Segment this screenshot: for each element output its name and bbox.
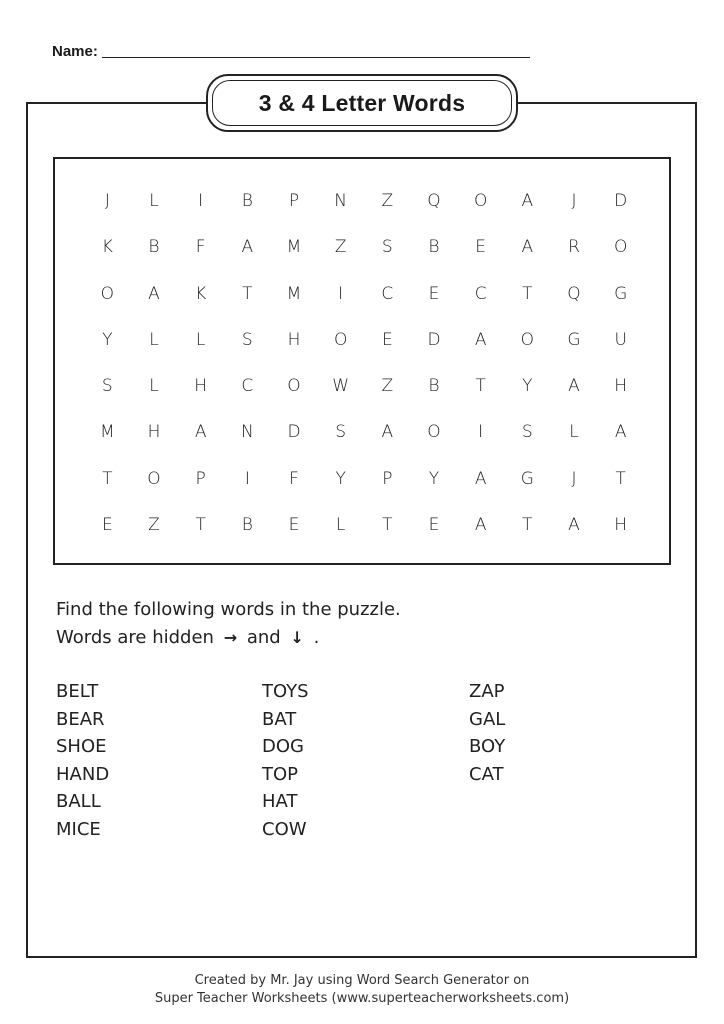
grid-letter[interactable]: T <box>615 468 626 489</box>
instructions <box>56 596 401 652</box>
grid-letter[interactable]: B <box>148 237 160 258</box>
arrow-down-icon: ↓ <box>290 628 304 647</box>
grid-letter[interactable]: S <box>521 422 533 443</box>
grid-letter[interactable]: N <box>334 191 348 212</box>
grid-letter[interactable]: A <box>474 468 487 489</box>
grid-letter[interactable]: G <box>567 329 581 350</box>
word-list-item: COW <box>262 818 307 840</box>
word-list-item: BOY <box>469 736 506 757</box>
word-list-item: CAT <box>469 763 504 785</box>
grid-letter[interactable]: Z <box>334 237 347 258</box>
grid-letter[interactable]: C <box>474 283 487 304</box>
grid-letter[interactable]: O <box>473 191 488 212</box>
grid-letter[interactable]: M <box>99 422 115 443</box>
grid-letter[interactable]: O <box>147 468 161 489</box>
grid-letter[interactable]: B <box>241 191 253 212</box>
grid-letter[interactable]: M <box>286 283 302 304</box>
word-list-item: TOYS <box>262 681 309 702</box>
grid-letter[interactable]: A <box>568 376 580 397</box>
word-list-item: SHOE <box>56 736 107 757</box>
grid-letter[interactable]: B <box>428 237 440 258</box>
word-list-column-2 <box>262 678 469 843</box>
grid-letter[interactable]: J <box>571 468 577 489</box>
word-list-item: MICE <box>56 818 101 840</box>
grid-letter[interactable]: D <box>287 422 301 443</box>
page-title: 3 & 4 Letter Words <box>258 89 466 116</box>
grid-letter[interactable]: I <box>338 283 344 304</box>
grid-letter[interactable]: P <box>195 468 206 489</box>
grid-letter[interactable]: R <box>568 237 580 258</box>
grid-letter[interactable]: I <box>244 468 250 489</box>
grid-letter[interactable]: D <box>427 329 441 350</box>
word-list-item: GAL <box>469 708 506 730</box>
grid-letter[interactable]: T <box>522 283 533 304</box>
grid-letter[interactable]: F <box>195 237 206 258</box>
grid-letter[interactable]: L <box>149 191 159 212</box>
grid-letter[interactable]: A <box>148 283 160 304</box>
grid-letter[interactable]: G <box>520 468 534 489</box>
grid-letter[interactable]: P <box>288 191 300 212</box>
grid-letter[interactable]: I <box>478 422 484 443</box>
instructions-line-2 <box>56 624 401 652</box>
grid-letter[interactable]: D <box>614 191 628 212</box>
grid-letter[interactable]: Z <box>148 514 160 535</box>
grid-letter[interactable]: Y <box>522 376 533 397</box>
grid-letter[interactable]: E <box>288 514 300 535</box>
grid-letter[interactable]: S <box>241 329 253 350</box>
grid-letter[interactable]: T <box>195 514 206 535</box>
grid-letter[interactable]: A <box>474 329 487 350</box>
grid-letter[interactable]: U <box>614 329 627 350</box>
instructions-line-1: Find the following words in the puzzle. <box>56 599 401 620</box>
grid-letter[interactable]: L <box>569 422 579 443</box>
name-underline[interactable] <box>102 41 530 58</box>
grid-letter[interactable]: J <box>104 191 110 212</box>
grid-letter[interactable]: C <box>241 376 254 397</box>
grid-letter[interactable]: E <box>381 329 393 350</box>
grid-letter[interactable]: K <box>195 283 207 304</box>
grid-letter[interactable]: S <box>335 422 347 443</box>
word-list-item: BAT <box>262 708 297 730</box>
name-label: Name: <box>52 43 98 60</box>
grid-letter[interactable]: B <box>428 376 440 397</box>
grid-letter[interactable]: O <box>100 283 115 304</box>
grid-letter[interactable]: H <box>194 376 208 397</box>
grid-letter[interactable]: S <box>381 237 393 258</box>
grid-letter[interactable]: Z <box>381 191 394 212</box>
word-list-item: BELT <box>56 681 99 702</box>
grid-letter[interactable]: A <box>521 237 534 258</box>
grid-letter[interactable]: T <box>242 283 253 304</box>
grid-letter[interactable]: O <box>287 376 301 397</box>
name-field[interactable] <box>52 38 530 60</box>
grid-letter[interactable]: H <box>614 514 628 535</box>
footer-line-1: Created by Mr. Jay using Word Search Generator on <box>194 973 530 988</box>
grid-letter[interactable]: I <box>198 191 204 212</box>
grid-letter[interactable]: A <box>381 422 394 443</box>
word-list-item: HAND <box>56 763 110 785</box>
grid-letter[interactable]: L <box>149 329 159 350</box>
grid-letter[interactable]: L <box>335 514 346 535</box>
grid-letter[interactable]: T <box>102 468 113 489</box>
grid-letter[interactable]: H <box>614 376 628 397</box>
grid-letter[interactable]: E <box>428 283 440 304</box>
word-list-item: DOG <box>262 736 304 757</box>
grid-letter[interactable]: E <box>101 514 113 535</box>
word-list-item: ZAP <box>469 681 505 702</box>
grid-letter[interactable]: P <box>382 468 393 489</box>
grid-letter[interactable]: H <box>287 329 301 350</box>
grid-letter[interactable]: H <box>147 422 161 443</box>
word-list-item: HAT <box>262 791 298 812</box>
grid-letter[interactable]: S <box>101 376 113 397</box>
grid-letter[interactable]: O <box>333 329 348 350</box>
grid-letter[interactable]: O <box>427 422 441 443</box>
grid-letter[interactable]: J <box>571 191 577 212</box>
grid-letter[interactable]: C <box>381 283 394 304</box>
grid-letter[interactable]: Q <box>427 191 441 212</box>
grid-letter[interactable]: L <box>195 329 206 350</box>
arrow-right-icon: → <box>223 628 238 647</box>
grid-letter[interactable]: N <box>240 422 254 443</box>
word-list <box>56 678 619 843</box>
grid-letter[interactable]: A <box>521 191 534 212</box>
grid-letter[interactable]: Y <box>102 329 113 350</box>
grid-letter[interactable]: A <box>474 514 487 535</box>
footer <box>0 972 724 1008</box>
grid-letter[interactable]: T <box>382 514 393 535</box>
grid-letter[interactable]: Q <box>567 283 581 304</box>
grid-letter[interactable]: E <box>428 514 440 535</box>
word-list-item: BEAR <box>56 708 105 730</box>
grid-letter[interactable]: A <box>568 514 580 535</box>
grid-letter[interactable]: A <box>194 422 207 443</box>
word-list-item: BALL <box>56 791 101 812</box>
grid-letter[interactable]: F <box>289 468 299 489</box>
word-search-grid <box>84 178 644 548</box>
grid-letter[interactable]: E <box>475 237 487 258</box>
instructions-hidden-text: Words are hidden <box>56 627 214 648</box>
grid-letter[interactable]: A <box>241 237 254 258</box>
grid-letter[interactable]: M <box>286 237 302 258</box>
grid-letter[interactable]: L <box>149 376 159 397</box>
instructions-and-text: and <box>246 627 281 648</box>
word-list-item: TOP <box>262 763 299 785</box>
grid-letter[interactable]: K <box>101 237 113 258</box>
instructions-period: . <box>313 627 320 648</box>
grid-letter[interactable]: Y <box>428 468 440 489</box>
title-banner <box>206 74 518 132</box>
grid-letter[interactable]: O <box>520 329 535 350</box>
grid-letter[interactable]: Y <box>335 468 346 489</box>
word-list-column-3 <box>469 678 619 843</box>
grid-letter[interactable]: W <box>332 376 350 397</box>
grid-letter[interactable]: A <box>614 422 627 443</box>
grid-letter[interactable]: G <box>614 283 628 304</box>
grid-letter[interactable]: T <box>475 376 486 397</box>
grid-letter[interactable]: T <box>522 514 533 535</box>
footer-line-2: Super Teacher Worksheets (www.superteacherworksheets.com) <box>154 991 570 1006</box>
grid-letter[interactable]: Z <box>381 376 394 397</box>
word-list-column-1 <box>56 678 262 843</box>
grid-letter[interactable]: O <box>613 237 628 258</box>
grid-letter[interactable]: B <box>241 514 253 535</box>
